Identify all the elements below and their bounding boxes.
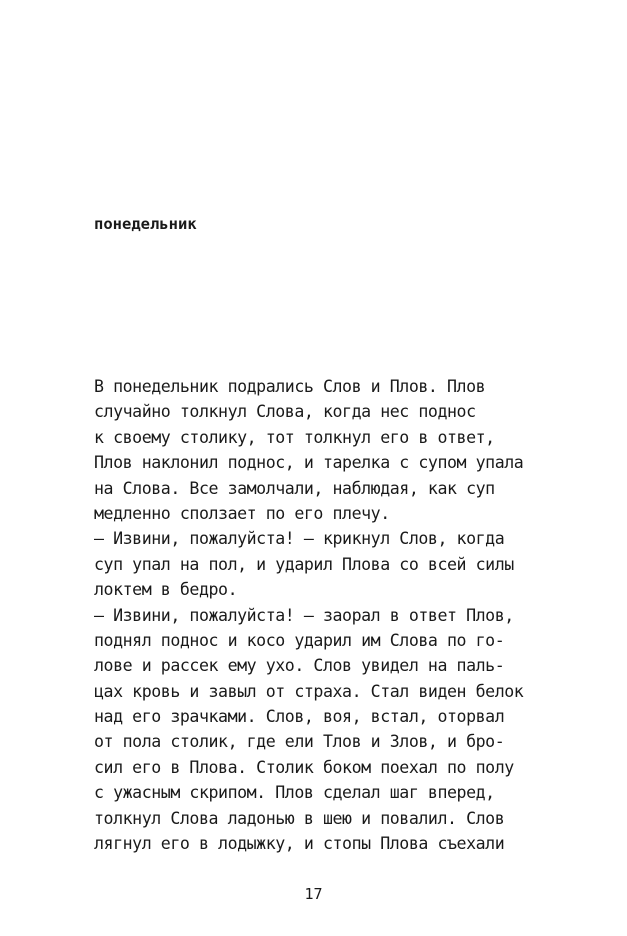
text-line: поднял поднос и косо ударил им Слова по го- bbox=[94, 630, 505, 650]
text-line: от пола столик, где ели Тлов и Злов, и бро- bbox=[94, 732, 505, 752]
text-line: В понедельник подрались Слов и Плов. Плов bbox=[94, 377, 486, 396]
text-line: — Извини, пожалуйста! — заорал в ответ Плов, bbox=[94, 605, 514, 625]
text-line: к своему столику, тот толкнул его в ответ, bbox=[94, 427, 495, 447]
text-line: сил его в Плова. Столик боком поехал по полу bbox=[94, 757, 514, 777]
text-line: суп упал на пол, и ударил Плова со всей силы bbox=[94, 554, 514, 574]
text-line: Плов наклонил поднос, и тарелка с супом упала bbox=[94, 453, 524, 473]
text-line: с ужасным скрипом. Плов сделал шаг вперед, bbox=[94, 783, 495, 803]
text-line: цах кровь и завыл от страха. Стал виден белок bbox=[94, 681, 524, 701]
text-line: лягнул его в лодыжку, и стопы Плова съехали bbox=[94, 834, 505, 854]
text-line: медленно сползает по его плечу. bbox=[94, 503, 390, 523]
chapter-title: понедельник bbox=[94, 215, 197, 233]
text-line: случайно толкнул Слова, когда нес поднос bbox=[94, 402, 476, 422]
text-line: над его зрачками. Слов, воя, встал, оторвал bbox=[94, 707, 505, 727]
body-text bbox=[94, 374, 574, 856]
text-line: локтем в бедро. bbox=[94, 580, 238, 600]
text-line: толкнул Слова ладонью в шею и повалил. Слов bbox=[94, 808, 505, 828]
text-line: — Извини, пожалуйста! — крикнул Слов, когда bbox=[94, 529, 505, 549]
page-number: 17 bbox=[304, 885, 323, 903]
text-line: лове и рассек ему ухо. Слов увидел на паль- bbox=[94, 656, 505, 676]
text-line: на Слова. Все замолчали, наблюдая, как суп bbox=[94, 478, 495, 498]
